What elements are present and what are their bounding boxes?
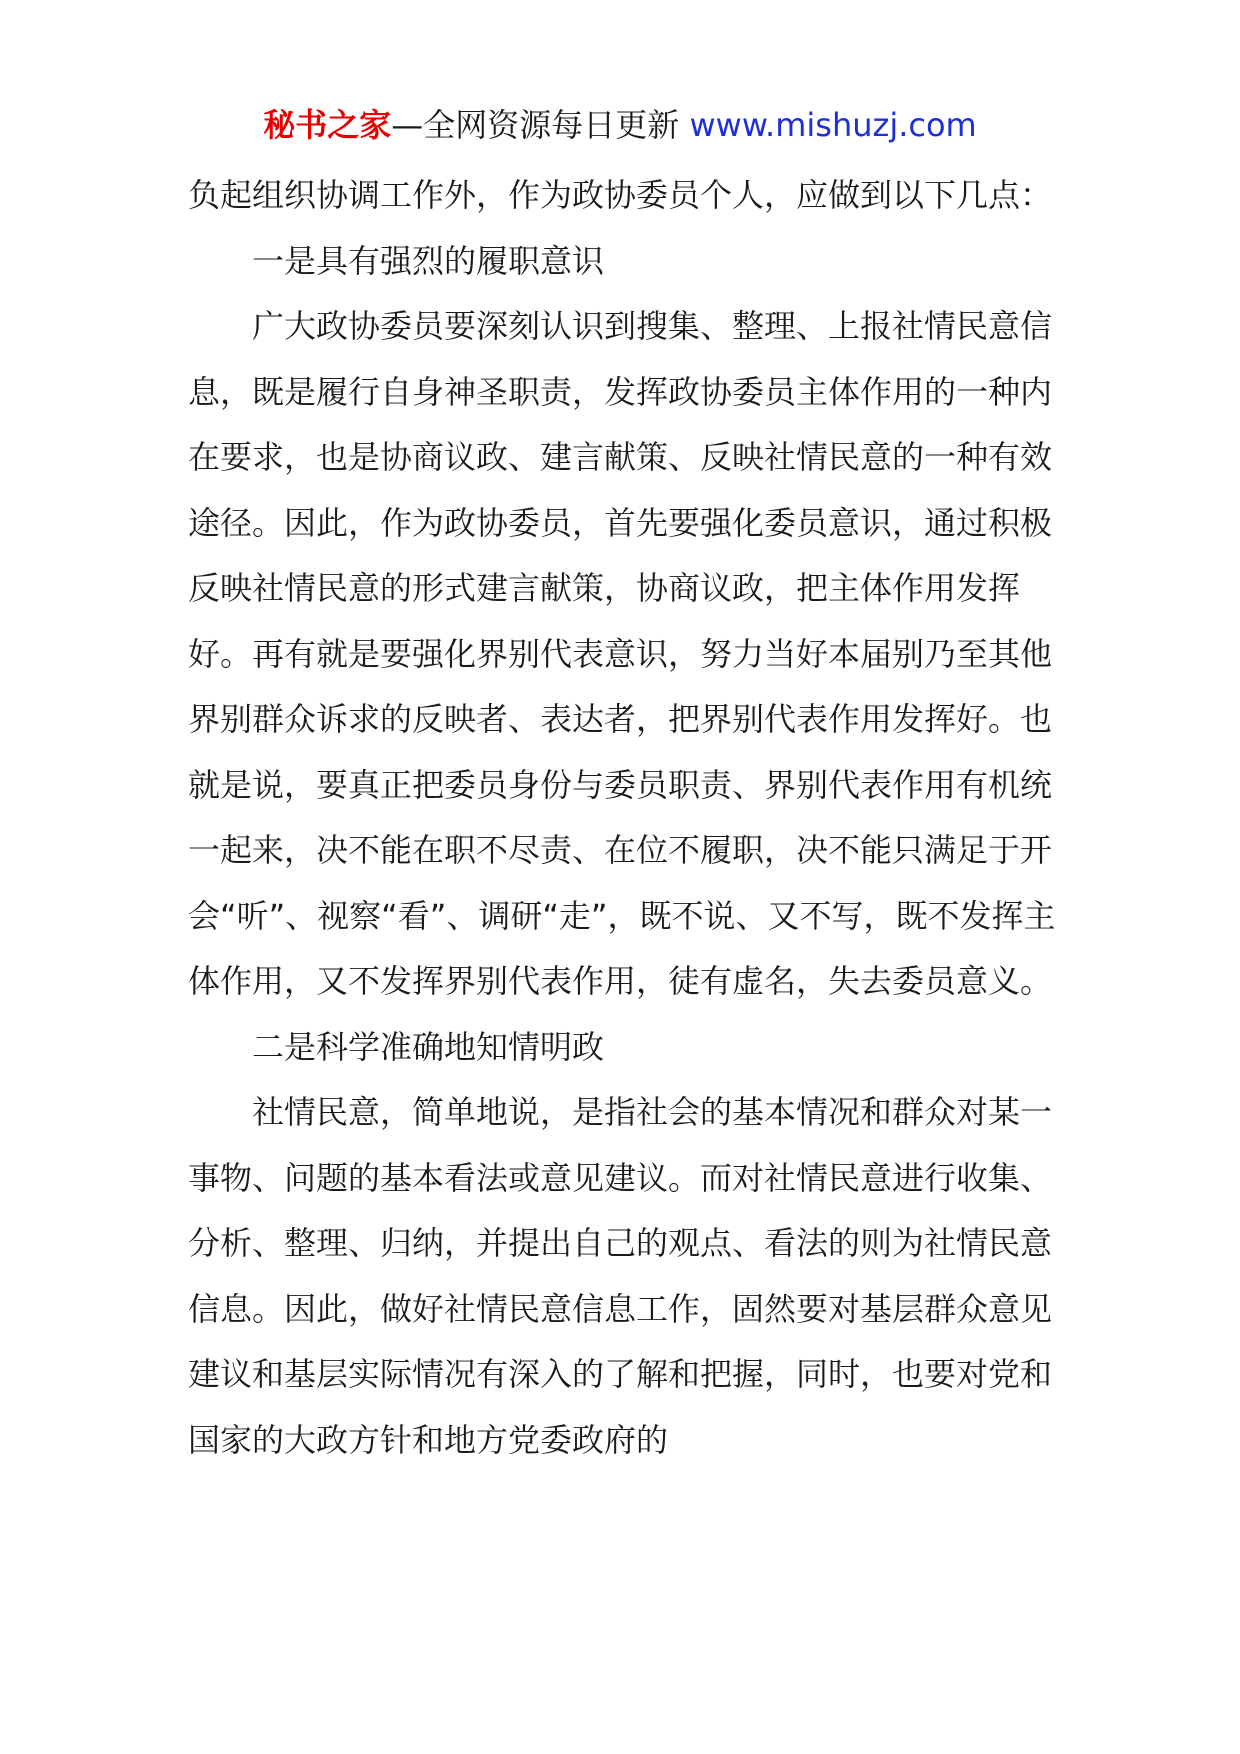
paragraph-continuation: 负起组织协调工作外，作为政协委员个人，应做到以下几点： bbox=[188, 176, 1053, 214]
header-slogan: —全网资源每日更新 bbox=[391, 106, 690, 144]
header-url-link[interactable]: www.mishuzj.com bbox=[689, 106, 977, 144]
section-heading-2: 二是科学准确地知情明政 bbox=[252, 1027, 605, 1066]
paragraph: 广大政协委员要深刻认识到搜集、整理、上报社情民意信息，既是履行自身神圣职责，发挥政协委员主体作用的一种内在要求，也是协商议政、建言献策、反映社情民意的一种有效途径。因此，作为政协委员，首先要强化委员意识，通过积极反映社情民意的形式建言献策，协商议政，把主体作用发挥好。再有就是要强化界别代表意识，努力当好本届别乃至其他界别群众诉求的反映者、表达者，把界别代表作用发挥好。也就是说，要真正把委员身份与委员职责、界别代表作用有机统一起来，决不能在职不尽责、在位不履职，决不能只满足于开会“听”、视察“看”、调研“走”，既不说、又不写，既不发挥主体作用，又不发挥界别代表作用，徒有虚名，失去委员意义。 bbox=[188, 307, 1056, 1000]
document-body bbox=[188, 163, 1068, 1473]
paragraph: 社情民意，简单地说，是指社会的基本情况和群众对某一事物、问题的基本看法或意见建议。而对社情民意进行收集、分析、整理、归纳，并提出自己的观点、看法的则为社情民意信息。因此，做好社情民意信息工作，固然要对基层群众意见建议和基层实际情况有深入的了解和把握，同时，也要对党和国家的大政方针和地方党委政府的 bbox=[188, 1093, 1053, 1459]
page-header bbox=[0, 102, 1240, 148]
section-heading-1: 一是具有强烈的履职意识 bbox=[252, 241, 605, 280]
brand-name: 秘书之家 bbox=[263, 106, 392, 144]
